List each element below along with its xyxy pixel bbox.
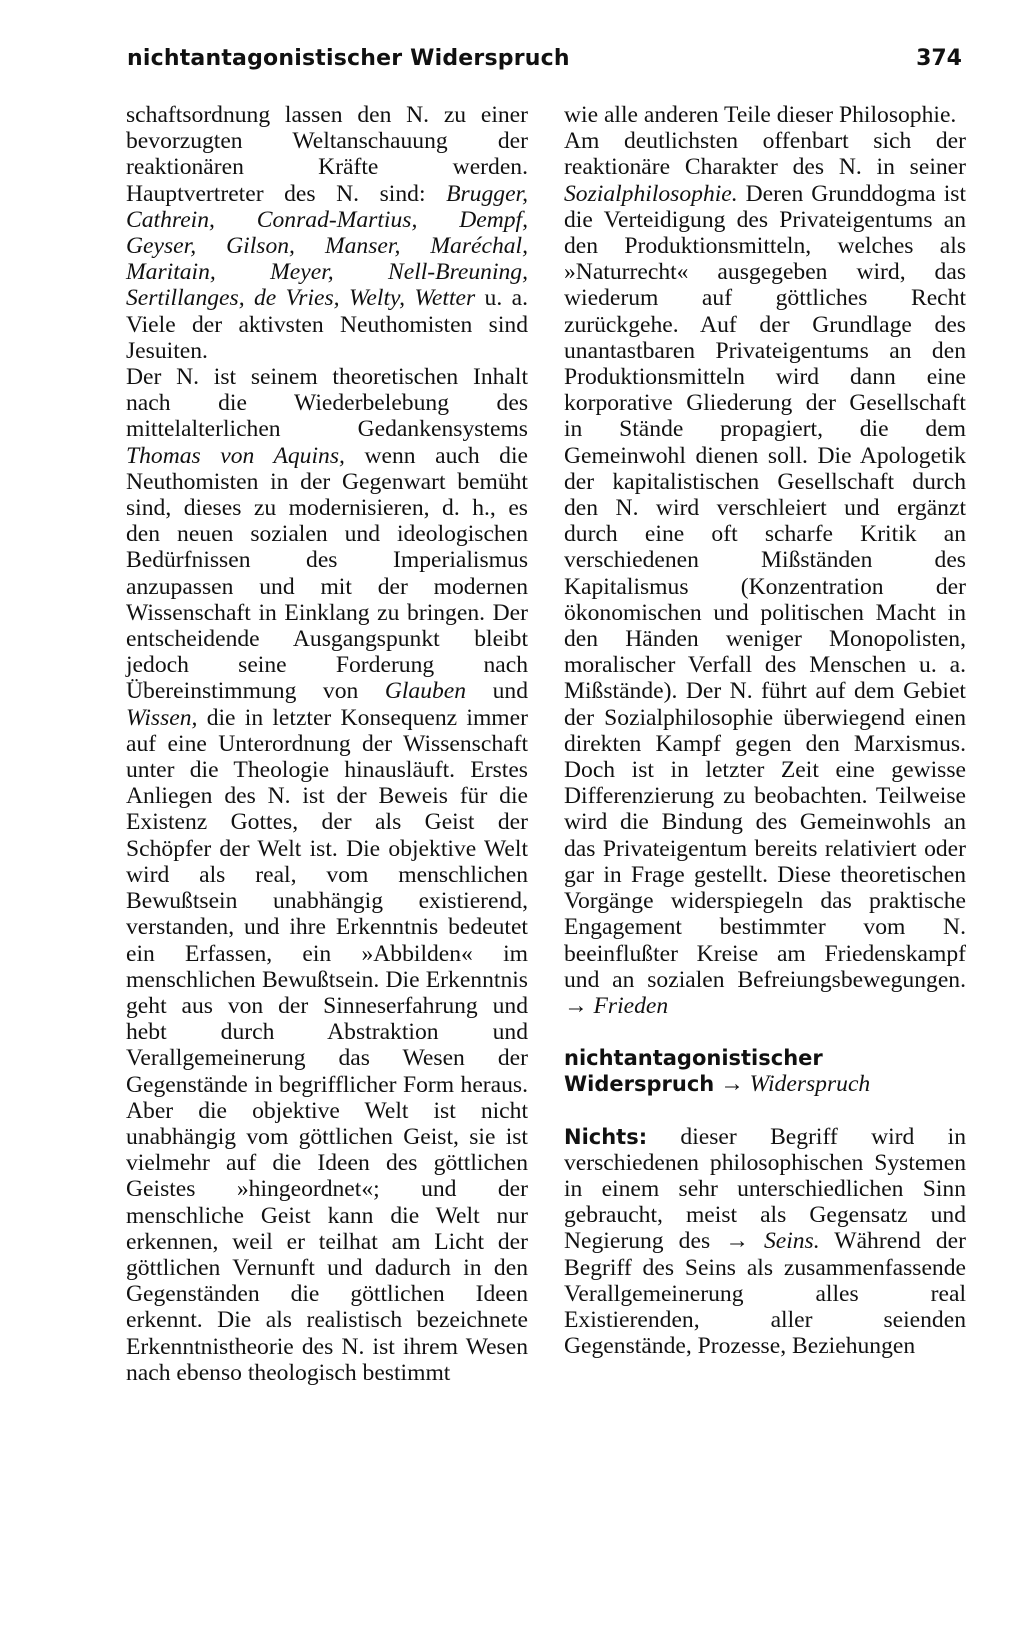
paragraph — [564, 128, 966, 1019]
dictionary-entry — [564, 1045, 966, 1097]
paragraph-text: die in letzter Konsequenz immer auf eine Unterordnung der Wissenschaft unter die Theologie hinausläuft. Erstes Anliegen des N. ist der Beweis für die Existenz Gottes, der als Geist der Schöpfer der Welt ist. Die objektive Welt wird als real, vom menschlichen Bewußtsein unabhängig existierend, verstanden, und ihre Erkenntnis bedeutet ein Erfassen, ein »Abbilden« im menschlichen Bewußtsein. Die Erkenntnis geht aus von der Sinneserfahrung und hebt durch Abstraktion und Verallgemeinerung das Wesen der Gegenstände in begrifflicher Form heraus. Aber die objektive Welt ist nicht unabhängig vom göttlichen Geist, sie ist vielmehr auf die Ideen des göttlichen Geistes »hingeordnet«; und der menschliche Geist kann die Welt nur erkennen, weil er teilhat am Licht der göttlichen Vernunft und dadurch in den Gegenständen die göttlichen Ideen erkennt. Die als realistisch bezeichnete Erkenntnistheorie des N. ist ihrem Wesen nach ebenso theologisch bestimmt — [126, 704, 528, 1386]
cross-reference: Wissen, — [126, 704, 198, 731]
running-head: nichtantagonistischer Widerspruch — [127, 46, 570, 71]
arrow-icon: → — [564, 992, 588, 1019]
cross-reference-link: Seins. — [763, 1228, 820, 1255]
paragraph-text: Der N. ist seinem theoretischen Inhalt nach die Wiederbelebung des mittelalterlichen Gedankensystems — [126, 364, 528, 443]
paragraph — [126, 364, 528, 1386]
arrow-icon: → — [725, 1228, 749, 1255]
paragraph-text: und — [466, 678, 528, 705]
cross-reference: Sozialphilosophie. — [564, 180, 738, 207]
paragraph-text: Deren Grunddogma ist die Verteidigung des Privateigentums an den Produktionsmitteln, welches als »Naturrecht« ausgegeben wird, das wiederum auf göttliches Recht zurückgehe. Auf der Grundlage des unantastbaren Privateigentums an den Produktionsmitteln wird dann eine korporative Gliederung der Gesellschaft in Stände propagiert, die dem Gemeinwohl dienen soll. Die Apologetik der kapitalistischen Gesellschaft durch den N. wird verschleiert und ergänzt durch eine oft scharfe Kritik an verschiedenen Mißständen des Kapitalismus (Konzentration der ökonomischen und politischen Macht in den Händen weniger Monopolisten, moralischer Verfall des Menschen u. a. Mißstände). Der N. führt auf dem Gebiet der Sozialphilosophie überwiegend einen direkten Kampf gegen den Marxismus. Doch ist in letzter Zeit eine gewisse Differenzierung zu beobachten. Teilweise wird die Bindung des Gemeinwohls an das Privateigentum bereits relativiert oder gar in Frage gestellt. Diese theoretischen Vorgänge widerspiegeln das praktische Engagement bestimmter vom N. beeinflußter Kreise am Friedenskampf und an sozialen Befreiungsbewegungen. — [564, 180, 966, 993]
representative-names: Brugger, Cathrein, Conrad-Martius, Dempf, Geyser, Gilson, Manser, Maréchal, Maritain, Meyer, Nell-Breuning, Sertillanges, de Vries, Welty, Wetter — [126, 180, 528, 312]
cross-reference: Thomas von Aquins, — [126, 442, 345, 469]
paragraph-text: wenn auch die Neuthomisten in der Gegenwart bemüht sind, dieses zu modernisieren, d. h., es den neuen sozialen und ideologischen Bedürfnissen des Imperialismus anzupassen und mit der modernen Wissenschaft in Einklang zu bringen. Der entscheidende Ausgangspunkt bleibt jedoch seine Forderung nach Übereinstimmung von — [126, 442, 528, 705]
paragraph-text: Am deutlichsten offenbart sich der reaktionäre Charakter des N. in seiner — [564, 128, 966, 181]
entry-headword: Nichts: — [564, 1124, 648, 1149]
paragraph-text: schaftsordnung lassen den N. zu einer bevorzugten Weltanschauung der reaktionären Kräfte werden. Hauptvertreter des N. sind: — [126, 102, 528, 207]
cross-reference-link: Widerspruch — [749, 1071, 871, 1098]
paragraph-text: u. a. Viele der aktivsten Neuthomisten sind Jesuiten. — [126, 285, 528, 364]
left-column — [126, 102, 528, 1386]
cross-reference-link: Frieden — [593, 992, 669, 1019]
cross-reference: Glauben — [384, 678, 467, 705]
page-number: 374 — [916, 46, 962, 71]
paragraph — [126, 102, 528, 364]
right-column — [564, 102, 966, 1359]
entry-headword: nichtantagonistischer Widerspruch — [564, 1046, 823, 1097]
paragraph — [564, 102, 966, 128]
dictionary-entry — [564, 1124, 966, 1360]
paragraph-text: wie alle anderen Teile dieser Philosophie. — [564, 102, 957, 128]
paragraph-text: dieser Begriff wird in verschiedenen philosophischen Systemen in einem sehr unterschiedlichen Sinn gebraucht, meist als Gegensatz und Negierung des — [564, 1123, 966, 1255]
paragraph-text: Während der Begriff des Seins als zusammenfassende Verallgemeinerung alles real Existierenden, aller seienden Gegenstände, Prozesse, Beziehungen — [564, 1228, 966, 1360]
arrow-icon: → — [720, 1071, 744, 1098]
